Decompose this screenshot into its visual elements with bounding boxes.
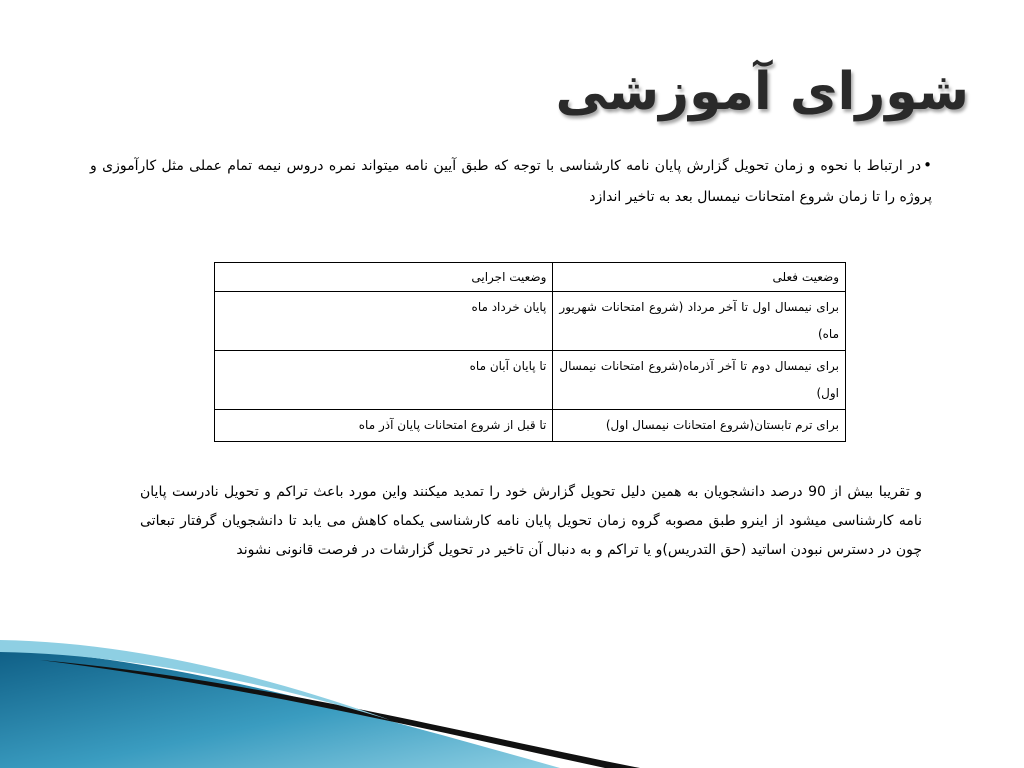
table-cell: پایان خرداد ماه (215, 292, 553, 351)
decor-blue-wave (0, 650, 560, 768)
header-current-status: وضعیت فعلی (553, 263, 846, 292)
table-cell: تا قبل از شروع امتحانات پایان آذر ماه (215, 410, 553, 442)
decorative-swoosh (0, 640, 1024, 768)
table-row (215, 410, 846, 442)
body-paragraph: و تقریبا بیش از 90 درصد دانشجویان به همین دلیل تحویل گزارش خود را تمدید میکنند واین مورد باعث تراکم و تحویل نادرست پایان نامه کارشناسی میشود از اینرو طبق مصوبه گروه زمان تحویل پایان نامه کارشناسی یکماه کاهش می یابد تا دانشجویان گرفتار تبعاتی چون در دسترس نبودن اساتید (حق التدریس)و یا تراکم و به دنبال آن تاخیر در تحویل گزارشات در فرصت قانونی نشوند (140, 484, 922, 558)
table-cell: برای نیمسال دوم تا آخر آذرماه(شروع امتحانات نیمسال اول) (553, 351, 846, 410)
header-executive-status: وضعیت اجرایی (215, 263, 553, 292)
table-header-row (215, 263, 846, 292)
table-row (215, 292, 846, 351)
status-table (214, 262, 846, 442)
slide-title: شورای آموزشی (555, 62, 969, 122)
table-row (215, 351, 846, 410)
bullet-marker: • (923, 156, 932, 174)
bullet-text: در ارتباط با نحوه و زمان تحویل گزارش پایان نامه کارشناسی با توجه که طبق آیین نامه میتواند نمره دروس نیمه تمام عملی مثل کارآموزی و پروژه را تا زمان شروع امتحانات نیمسال بعد به تاخیر اندازد (90, 158, 932, 205)
table-cell: برای ترم تابستان(شروع امتحانات نیمسال اول) (553, 410, 846, 442)
table-cell: تا پایان آبان ماه (215, 351, 553, 410)
table-cell: برای نیمسال اول تا آخر مرداد (شروع امتحانات شهریور ماه) (553, 292, 846, 351)
bullet-point (90, 150, 932, 213)
